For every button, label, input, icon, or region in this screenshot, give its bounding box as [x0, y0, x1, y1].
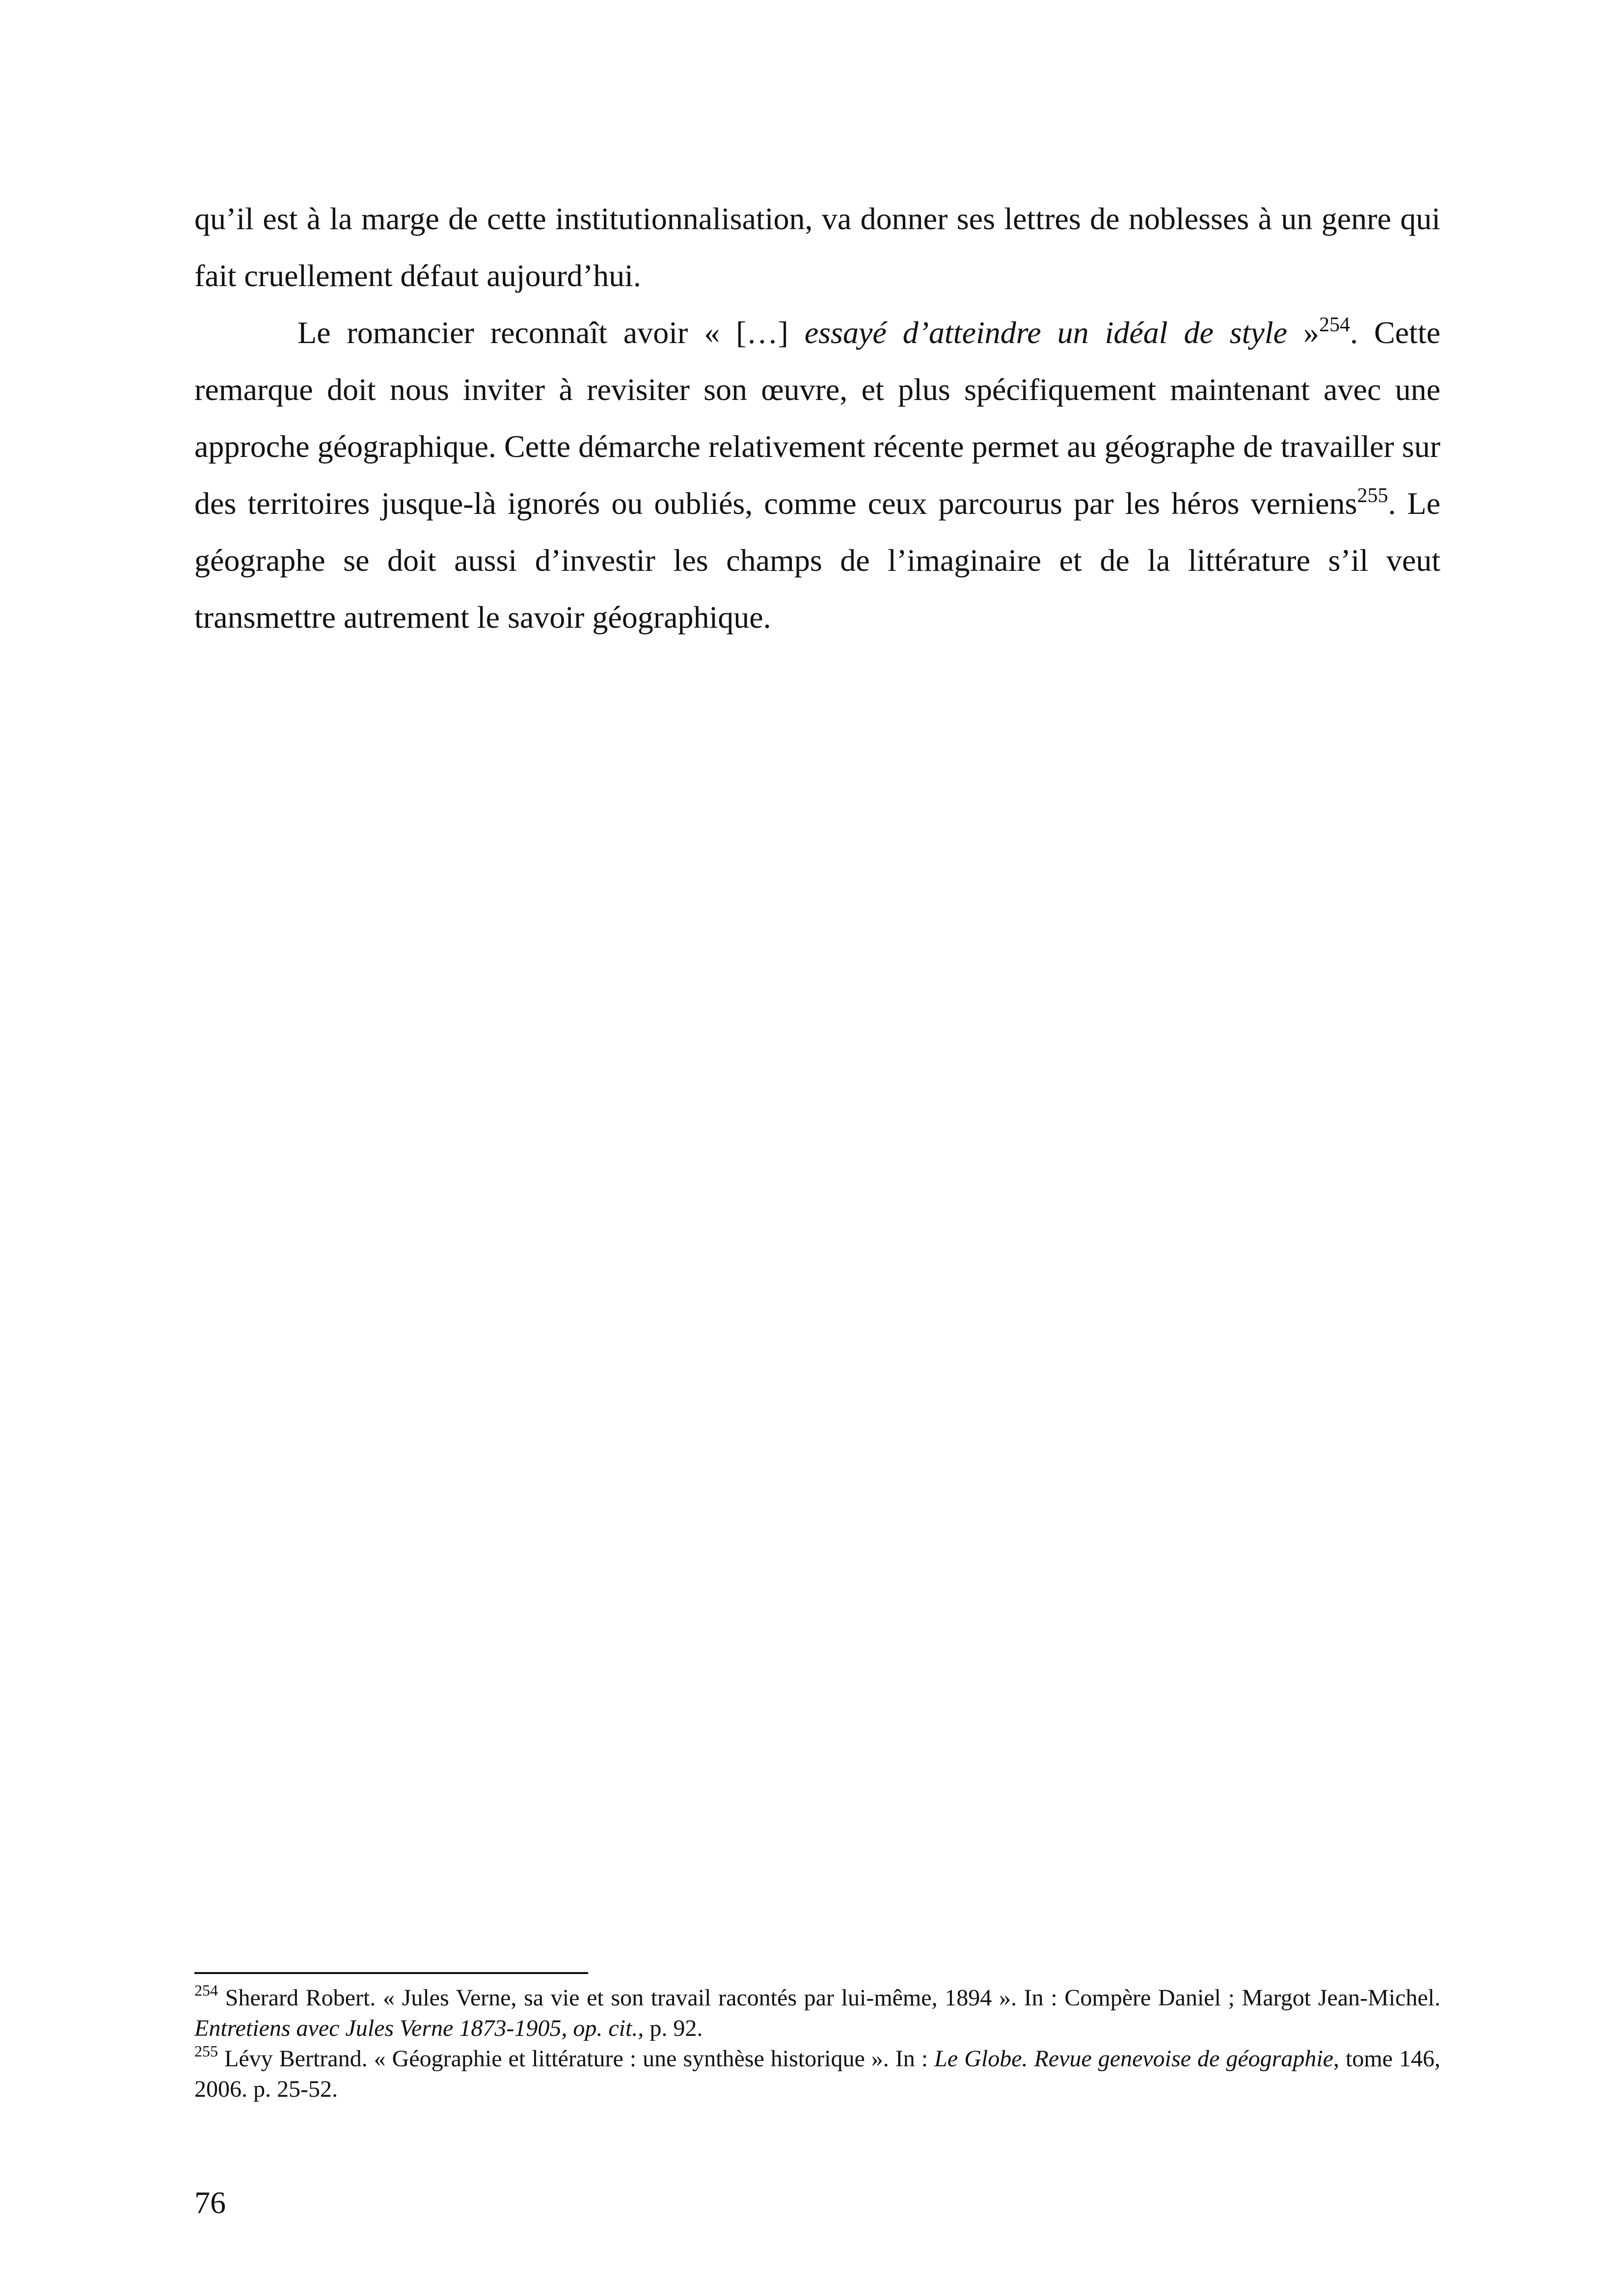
footnote-ref-254[interactable]: 254	[1319, 314, 1351, 336]
footnote-title: Entretiens avec Jules Verne 1873-1905, op. cit.,	[194, 2015, 644, 2041]
paragraph-2-middle: . Cette remarque doit nous inviter à revisiter son œuvre, et plus spécifiquement maintenant avec une approche géographique. Cette démarche relativement récente permet au géographe de travailler sur des territoires jusque-là ignorés ou oubliés, comme ceux parcourus par les héros verniens	[194, 315, 1441, 521]
paragraph-1-text: qu’il est à la marge de cette institutionnalisation, va donner ses lettres de noblesses à un genre qui fait cruellement défaut aujourd’hui.	[194, 201, 1440, 293]
footnote-254	[194, 1983, 1440, 2044]
footnote-text-end: p. 92.	[644, 2015, 703, 2041]
paragraph-1	[194, 190, 1440, 304]
footnote-number: 255	[194, 2042, 218, 2060]
footnote-text: Lévy Bertrand. « Géographie et littérature : une synthèse historique ». In :	[218, 2046, 935, 2072]
footnotes	[194, 1983, 1440, 2105]
paragraph-2-lead: Le romancier reconnaît avoir « […]	[298, 315, 805, 350]
footnote-text: Sherard Robert. « Jules Verne, sa vie et son travail racontés par lui-même, 1894 ». In : Compère Daniel ; Margot Jean-Michel.	[218, 1985, 1440, 2011]
paragraph-2-tail: . Le géographe se doit aussi d’investir les champs de l’imaginaire et de la littérature s’il veut transmettre autrement le savoir géographique.	[194, 486, 1441, 635]
paragraph-2	[194, 304, 1440, 646]
quote-close: »	[1287, 315, 1320, 350]
footnote-255	[194, 2044, 1440, 2105]
footnote-separator	[194, 1972, 588, 1974]
footnote-ref-255[interactable]: 255	[1357, 484, 1388, 507]
page-number: 76	[194, 2185, 226, 2220]
body-text	[194, 190, 1440, 646]
quoted-phrase: essayé d’atteindre un idéal de style	[804, 315, 1288, 350]
footnote-text-end: , tome 146, 2006. p. 25-52.	[194, 2046, 1440, 2102]
footnote-number: 254	[194, 1981, 218, 1999]
footnote-title: Le Globe. Revue genevoise de géographie	[934, 2046, 1333, 2072]
